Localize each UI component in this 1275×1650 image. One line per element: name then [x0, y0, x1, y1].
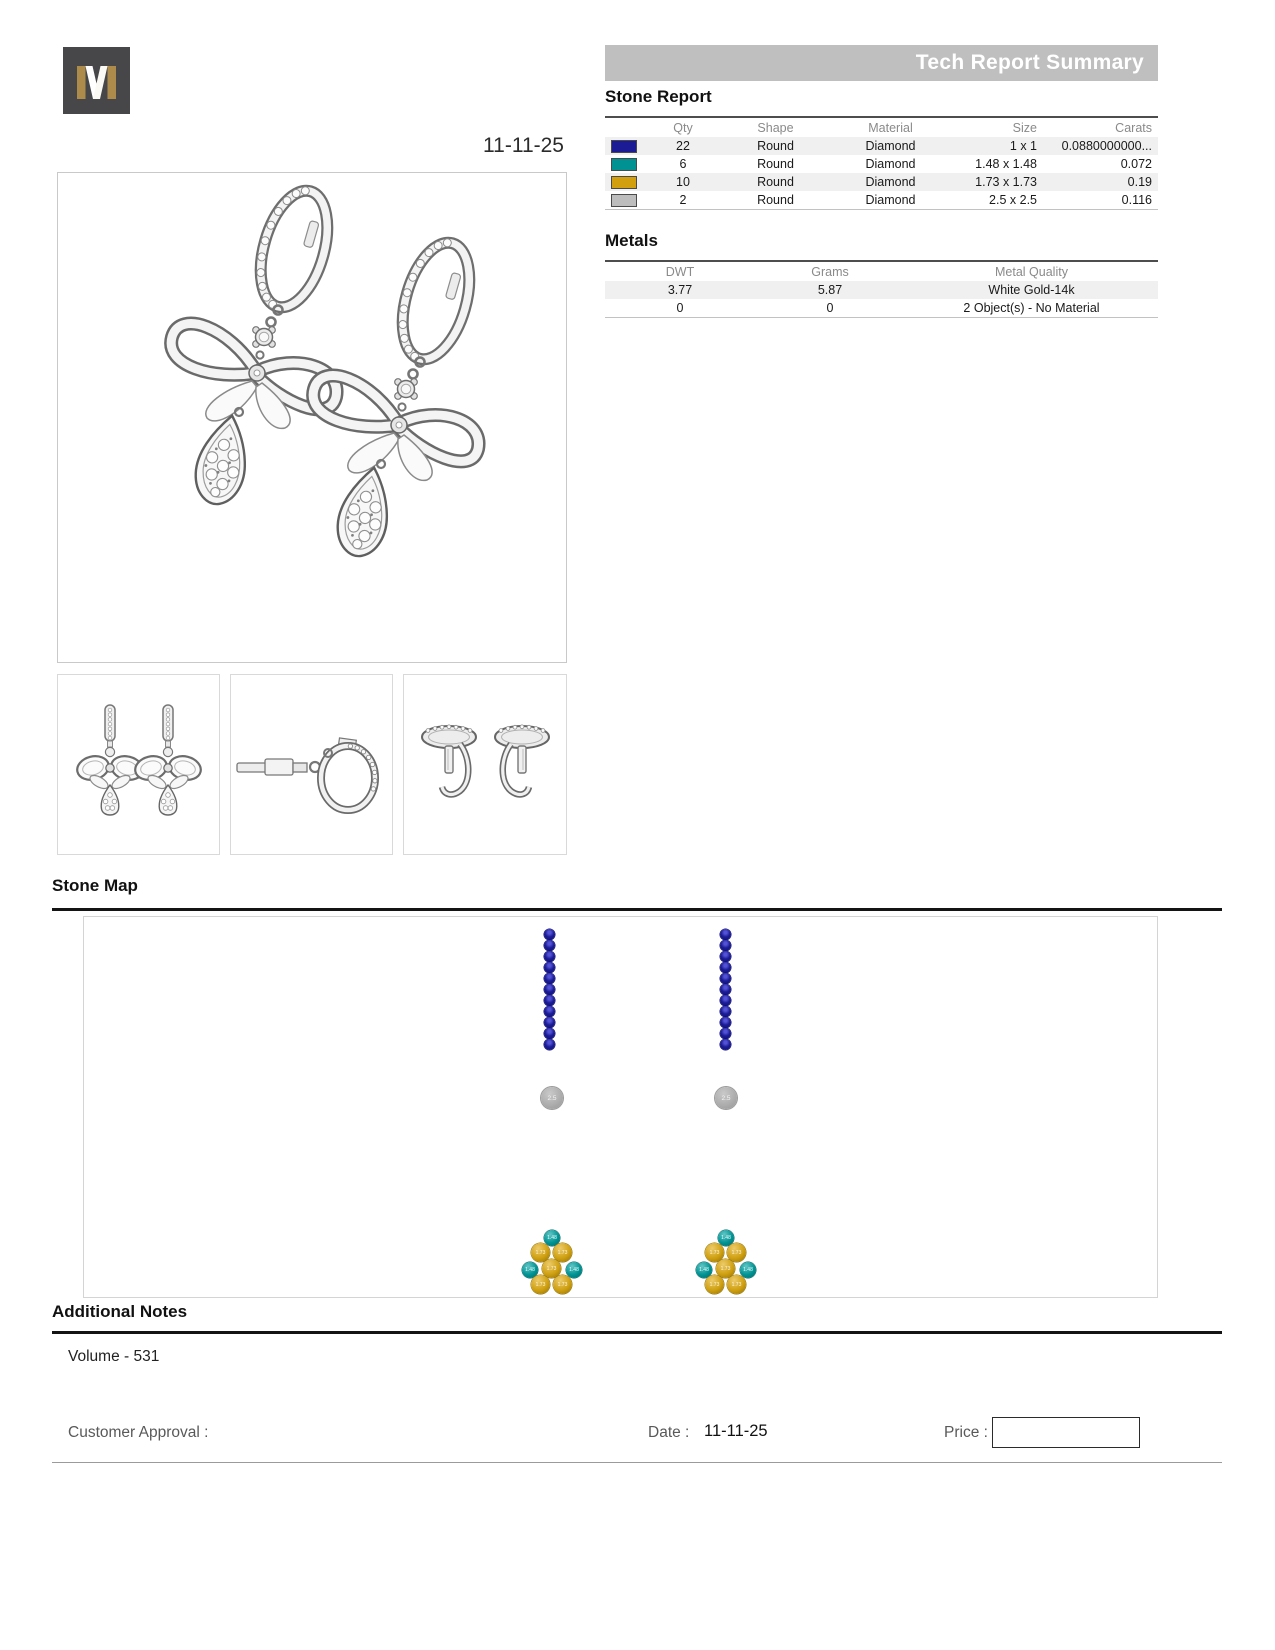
cell-shape: Round [757, 157, 794, 171]
metals-heading: Metals [605, 231, 658, 250]
stone-dot-gray: 2.5 [715, 1087, 737, 1109]
cell-carats: 0.072 [1120, 157, 1152, 171]
stone-dot-blue [720, 929, 731, 940]
metals-table-header [605, 262, 1158, 281]
stone-dot-blue [544, 995, 555, 1006]
footer-date-value: 11-11-25 [704, 1422, 768, 1440]
thumbnail-top-view [403, 674, 567, 855]
stone-dot-blue [544, 929, 555, 940]
cell-shape: Round [757, 139, 794, 153]
stone-dot-teal: 1.48 [544, 1230, 560, 1246]
thumb-top-render [404, 675, 566, 854]
cell-size: 1.48 x 1.48 [975, 157, 1037, 171]
cell-dwt: 3.77 [667, 283, 693, 297]
stone-dot-blue [720, 940, 731, 951]
stone-dot-teal: 1.48 [740, 1262, 756, 1278]
stone-color-swatch [611, 140, 637, 153]
price-input-box[interactable] [992, 1417, 1140, 1448]
stone-row [605, 191, 1158, 209]
cell-grams: 0 [826, 301, 834, 315]
stone-dot-teal: 1.48 [522, 1262, 538, 1278]
stone-dot-gold: 1.73 [531, 1243, 550, 1262]
cell-grams: 5.87 [817, 283, 843, 297]
cell-quality: White Gold-14k [988, 283, 1075, 297]
stone-dot-gold: 1.73 [727, 1275, 746, 1294]
cell-shape: Round [757, 175, 794, 189]
stone-dot-blue [720, 951, 731, 962]
banner-title: Tech Report Summary [605, 45, 1158, 81]
stone-dot-gray: 2.5 [541, 1087, 563, 1109]
stone-dot-blue [544, 984, 555, 995]
cell-material: Diamond [865, 139, 916, 153]
stone-dot-blue [720, 962, 731, 973]
footer-rule [52, 1462, 1222, 1463]
stone-dot-blue [720, 995, 731, 1006]
stone-report-heading: Stone Report [605, 87, 712, 106]
stone-dot-blue [544, 1039, 555, 1050]
metals-table [605, 260, 1158, 318]
stone-dot-blue [544, 1028, 555, 1039]
cell-quality: 2 Object(s) - No Material [963, 301, 1100, 315]
cell-carats: 0.116 [1121, 193, 1152, 207]
col-carats: Carats [1115, 120, 1152, 135]
stone-color-swatch [611, 194, 637, 207]
cell-qty: 10 [676, 175, 690, 189]
col-size: Size [1012, 120, 1037, 135]
col-dwt: DWT [665, 264, 695, 279]
stone-dot-gold: 1.73 [716, 1259, 735, 1278]
report-date: 11-11-25 [483, 134, 564, 157]
stone-dot-blue [544, 951, 555, 962]
additional-notes-rule [52, 1331, 1222, 1334]
cell-material: Diamond [865, 193, 916, 207]
thumbnail-front-view [57, 674, 220, 855]
stone-row [605, 173, 1158, 191]
cell-material: Diamond [865, 175, 916, 189]
col-qty: Qty [673, 120, 693, 135]
cell-size: 1 x 1 [1009, 139, 1037, 153]
stone-dot-blue [544, 1006, 555, 1017]
stone-dot-blue [544, 940, 555, 951]
earrings-render [58, 173, 566, 662]
stone-dot-blue [720, 973, 731, 984]
customer-approval-label: Customer Approval : [68, 1424, 209, 1441]
metal-row [605, 281, 1158, 299]
stone-dot-blue [544, 1017, 555, 1028]
thumb-side-render [231, 675, 392, 854]
stone-dot-teal: 1.48 [696, 1262, 712, 1278]
brand-m-logo-icon [63, 47, 130, 114]
stone-dot-gold: 1.73 [553, 1275, 572, 1294]
stone-map-rule [52, 908, 1222, 911]
stone-map-canvas [83, 916, 1158, 1298]
thumb-front-render [58, 675, 219, 854]
cell-carats: 0.19 [1127, 175, 1152, 189]
stone-dot-blue [720, 1017, 731, 1028]
col-metal-quality: Metal Quality [995, 264, 1068, 279]
cell-qty: 2 [679, 193, 687, 207]
stone-row [605, 155, 1158, 173]
col-grams: Grams [811, 264, 849, 279]
cell-size: 2.5 x 2.5 [989, 193, 1037, 207]
stone-dot-gold: 1.73 [727, 1243, 746, 1262]
cell-material: Diamond [865, 157, 916, 171]
stone-report-table [605, 116, 1158, 210]
stone-dot-gold: 1.73 [705, 1243, 724, 1262]
col-shape: Shape [757, 120, 794, 135]
metal-row [605, 299, 1158, 317]
stone-row [605, 137, 1158, 155]
stone-dot-blue [544, 973, 555, 984]
thumbnail-side-view [230, 674, 393, 855]
col-material: Material [868, 120, 913, 135]
cell-shape: Round [757, 193, 794, 207]
cell-carats: 0.0880000000... [1061, 139, 1152, 153]
stone-dot-blue [720, 1028, 731, 1039]
footer-date-label: Date : [648, 1424, 690, 1441]
stone-dot-teal: 1.48 [566, 1262, 582, 1278]
stone-color-swatch [611, 176, 637, 189]
price-label: Price : [944, 1424, 988, 1441]
cell-dwt: 0 [676, 301, 684, 315]
stone-color-swatch [611, 158, 637, 171]
stone-dot-blue [720, 984, 731, 995]
additional-notes-heading: Additional Notes [52, 1302, 188, 1321]
cell-qty: 6 [679, 157, 687, 171]
volume-note: Volume - 531 [68, 1348, 160, 1365]
stone-dot-gold: 1.73 [531, 1275, 550, 1294]
stone-dot-blue [720, 1006, 731, 1017]
stone-map-heading: Stone Map [52, 876, 138, 895]
stone-table-header [605, 118, 1158, 137]
stone-dot-teal: 1.48 [718, 1230, 734, 1246]
main-render-frame [57, 172, 567, 663]
stone-dot-gold: 1.73 [553, 1243, 572, 1262]
stone-dot-blue [720, 1039, 731, 1050]
cell-size: 1.73 x 1.73 [975, 175, 1037, 189]
stone-dot-gold: 1.73 [542, 1259, 561, 1278]
stone-dot-blue [544, 962, 555, 973]
cell-qty: 22 [676, 139, 690, 153]
stone-dot-gold: 1.73 [705, 1275, 724, 1294]
